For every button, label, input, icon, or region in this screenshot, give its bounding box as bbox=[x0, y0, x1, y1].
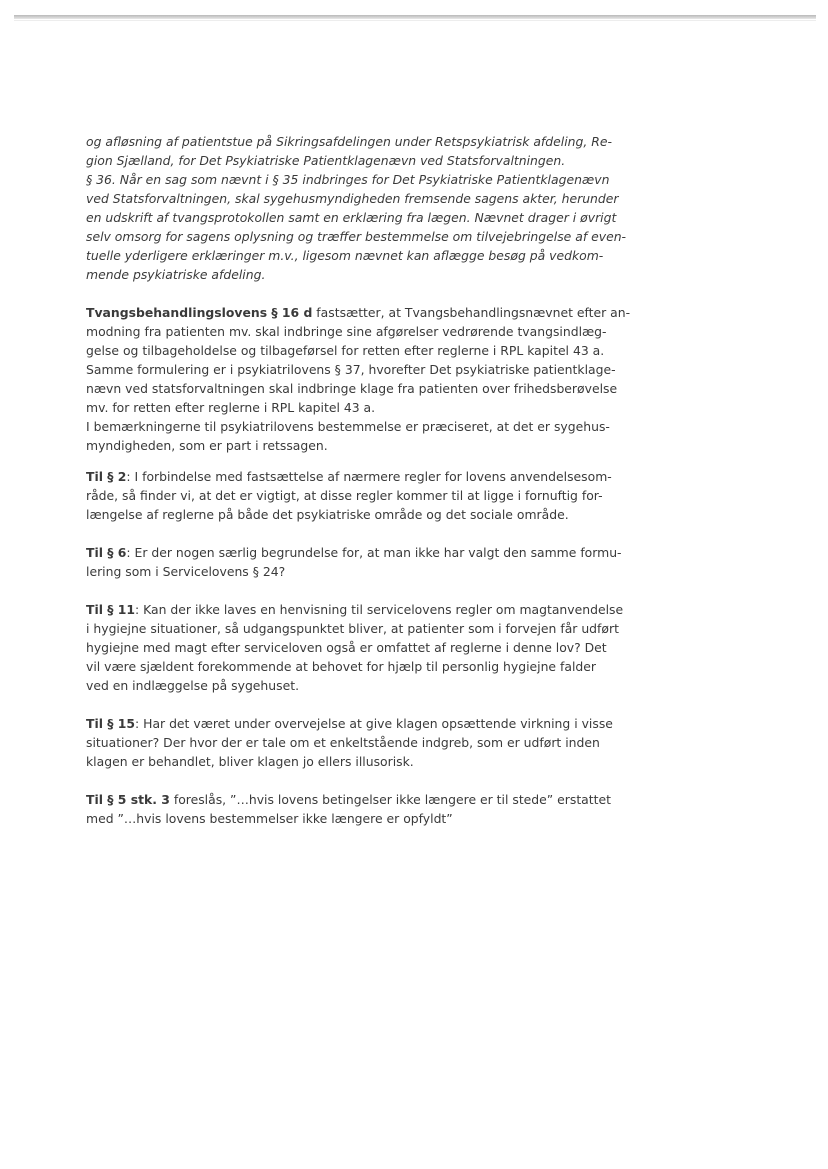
paragraph-lead: Til § 6 bbox=[86, 545, 127, 560]
text-line: ved Statsforvaltningen, skal sygehusmyndigheden fremsende sagens akter, herunder bbox=[86, 191, 619, 206]
paragraph-lead: Til § 15 bbox=[86, 716, 136, 731]
text-line: gion Sjælland, for Det Psykiatriske Patientklagenævn ved Statsforvaltningen. bbox=[86, 153, 566, 168]
paragraph-til-11 bbox=[86, 600, 726, 695]
paragraph-lead: Til § 11 bbox=[86, 602, 136, 617]
paragraph-til-5-stk-3 bbox=[86, 790, 726, 828]
text-line: ved en indlæggelse på sygehuset. bbox=[86, 678, 300, 693]
text-line bbox=[86, 467, 726, 486]
text-line: Samme formulering er i psykiatrilovens § 37, hvorefter Det psykiatriske patientklage- bbox=[86, 362, 616, 377]
paragraph-lead-rest: fastsætter, at Tvangsbehandlingsnævnet efter an- bbox=[312, 305, 631, 320]
text-line: hygiejne med magt efter serviceloven også er omfattet af reglerne i denne lov? Det bbox=[86, 640, 607, 655]
text-line bbox=[86, 600, 726, 619]
paragraph-lead-rest: : I forbindelse med fastsættelse af nærmere regler for lovens anvendelsesom- bbox=[126, 469, 612, 484]
text-line: længelse af reglerne på både det psykiatriske område og det sociale område. bbox=[86, 507, 569, 522]
paragraph-lead-rest: foreslås, ”…hvis lovens betingelser ikke længere er til stede” erstattet bbox=[169, 792, 611, 807]
text-line: § 36. Når en sag som nævnt i § 35 indbringes for Det Psykiatriske Patientklagenævn bbox=[86, 172, 610, 187]
text-line bbox=[86, 714, 726, 733]
text-line: I bemærkningerne til psykiatrilovens bestemmelse er præciseret, at det er sygehus- bbox=[86, 419, 610, 434]
text-line: vil være sjældent forekommende at behovet for hjælp til personlig hygiejne falder bbox=[86, 659, 596, 674]
text-line: råde, så finder vi, at det er vigtigt, at disse regler kommer til at ligge i fornuftig for- bbox=[86, 488, 603, 503]
paragraph-til-2 bbox=[86, 467, 726, 524]
text-line: myndigheden, som er part i retssagen. bbox=[86, 438, 328, 453]
text-line: selv omsorg for sagens oplysning og træffer bestemmelse om tilvejebringelse af even- bbox=[86, 229, 627, 244]
scan-edge-line bbox=[14, 20, 816, 21]
scan-edge-shadow bbox=[14, 15, 816, 19]
document-body bbox=[86, 132, 726, 828]
text-line: gelse og tilbageholdelse og tilbageførsel for retten efter reglerne i RPL kapitel 43 a. bbox=[86, 343, 605, 358]
paragraph-lead-rest: : Har det været under overvejelse at give klagen opsættende virkning i visse bbox=[135, 716, 613, 731]
text-line: en udskrift af tvangsprotokollen samt en erklæring fra lægen. Nævnet drager i øvrigt bbox=[86, 210, 617, 225]
text-line bbox=[86, 543, 726, 562]
text-line: klagen er behandlet, bliver klagen jo ellers illusorisk. bbox=[86, 754, 414, 769]
text-line bbox=[86, 790, 726, 809]
paragraph-tvangsbehandlingsloven bbox=[86, 303, 726, 455]
text-line: i hygiejne situationer, så udgangspunktet bliver, at patienter som i forvejen får udført bbox=[86, 621, 619, 636]
text-line: mende psykiatriske afdeling. bbox=[86, 267, 266, 282]
text-line: med ”…hvis lovens bestemmelser ikke længere er opfyldt” bbox=[86, 811, 453, 826]
text-line: situationer? Der hvor der er tale om et enkeltstående indgreb, som er udført inden bbox=[86, 735, 600, 750]
text-line: mv. for retten efter reglerne i RPL kapitel 43 a. bbox=[86, 400, 376, 415]
text-line: lering som i Servicelovens § 24? bbox=[86, 564, 286, 579]
text-line bbox=[86, 303, 726, 322]
text-line: tuelle yderligere erklæringer m.v., ligesom nævnet kan aflægge besøg på vedkom- bbox=[86, 248, 604, 263]
paragraph-lead: Tvangsbehandlingslovens § 16 d bbox=[86, 305, 313, 320]
quoted-law-text bbox=[86, 132, 726, 284]
paragraph-til-6 bbox=[86, 543, 726, 581]
paragraph-til-15 bbox=[86, 714, 726, 771]
text-line: modning fra patienten mv. skal indbringe sine afgørelser vedrørende tvangsindlæg- bbox=[86, 324, 607, 339]
paragraph-lead-rest: : Er der nogen særlig begrundelse for, at man ikke har valgt den samme formu- bbox=[126, 545, 622, 560]
text-line: og afløsning af patientstue på Sikringsafdelingen under Retspsykiatrisk afdeling, Re- bbox=[86, 134, 612, 149]
paragraph-lead: Til § 5 stk. 3 bbox=[86, 792, 170, 807]
text-line: nævn ved statsforvaltningen skal indbringe klage fra patienten over frihedsberøvelse bbox=[86, 381, 618, 396]
paragraph-lead: Til § 2 bbox=[86, 469, 127, 484]
paragraph-lead-rest: : Kan der ikke laves en henvisning til servicelovens regler om magtanvendelse bbox=[135, 602, 624, 617]
